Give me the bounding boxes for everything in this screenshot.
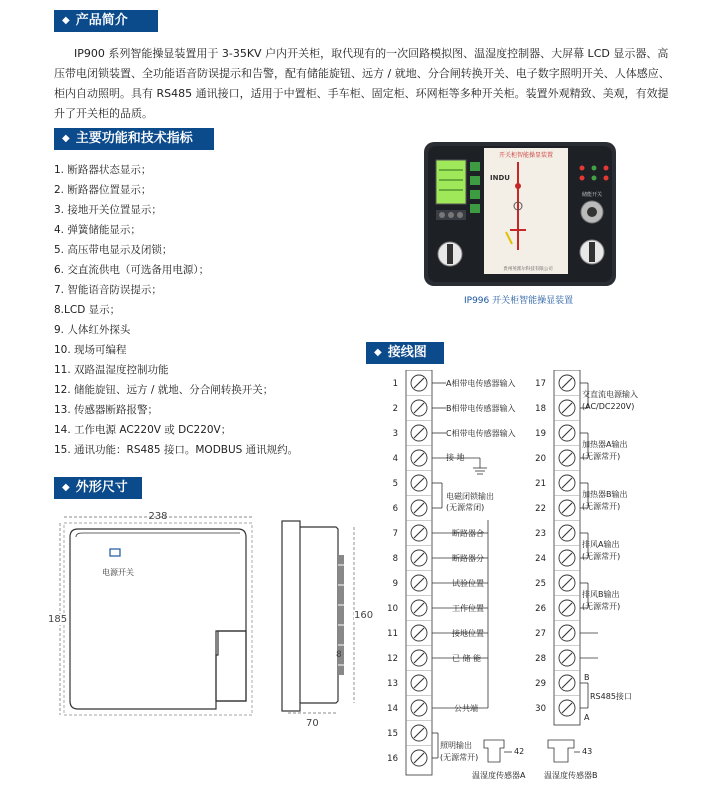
section-title: 主要功能和技术指标 — [75, 131, 193, 146]
diamond-icon: ◆ — [62, 15, 70, 26]
terminal-number: 29 — [535, 679, 546, 689]
diamond-icon: ◆ — [62, 482, 70, 493]
terminal-number: 10 — [387, 604, 398, 614]
label-t1: A相带电传感器输入 — [446, 379, 516, 388]
label-t4: 接 地 — [446, 453, 465, 462]
terminal-number: 22 — [535, 504, 546, 514]
label-t7: 断路器合 — [452, 529, 484, 538]
list-item: 5. 高压带电显示及闭锁； — [54, 244, 173, 256]
terminal-number: 9 — [392, 579, 398, 589]
terminal-number: 20 — [535, 454, 546, 464]
terminal-number: 8 — [392, 554, 398, 564]
dimension-small: 8 — [336, 650, 342, 660]
label-rs-b: B — [584, 673, 590, 682]
terminal-number: 18 — [535, 404, 546, 414]
label-t9: 试验位置 — [452, 579, 484, 588]
terminal-number: 5 — [392, 479, 398, 489]
label-t56b: (无源常闭) — [446, 503, 485, 512]
list-item: 6. 交直流供电（可选备用电源）； — [54, 264, 210, 276]
power-switch-icon — [110, 549, 120, 556]
lcd-screen — [436, 160, 466, 204]
terminal-number: 28 — [535, 654, 546, 664]
terminal-number: 14 — [387, 704, 398, 714]
sensor-a-number: 42 — [514, 747, 525, 756]
label-ac-b: (AC/DC220V) — [582, 402, 635, 411]
label-t11: 接地位置 — [452, 629, 484, 638]
wiring-diagram — [376, 370, 701, 788]
product-caption: IP996 开关柜智能操显装置 — [464, 296, 574, 306]
terminal-number: 19 — [535, 429, 546, 439]
terminal-number: 3 — [392, 429, 398, 439]
terminal-number: 16 — [387, 754, 398, 764]
terminal-number: 13 — [387, 679, 398, 689]
section-header-intro — [54, 10, 158, 32]
list-item: 9. 人体红外探头 — [54, 324, 131, 336]
terminal-number: 21 — [535, 479, 546, 489]
product-photo — [422, 140, 618, 288]
list-item: 3. 接地开关位置显示； — [54, 204, 162, 216]
terminal-number: 7 — [392, 529, 398, 539]
label-heatB-b: (无源常开) — [582, 502, 621, 511]
sensor-b-number: 43 — [582, 747, 593, 756]
dimension-height: 185 — [48, 614, 68, 625]
label-fanB-b: (无源常开) — [582, 602, 621, 611]
intro-paragraph: IP900 系列智能操显装置用于 3-35KV 户内开关柜，取代现有的一次回路模拟图、温湿度控制器、大屏幕 LCD 显示器、高压带电闭锁装置、全功能语音防误提示和告警，配有储能旋钮、远方 / 就地、分合闸转换开关、电子数字照明开关、人体感应、柜内自动照明。具有 RS485 通讯接口，适用于中置柜、手车柜、固定柜、环网柜等多种开关柜。装置外观精致、美观，有效提升了开关柜的品质。 — [54, 47, 670, 120]
label-t1516a: 照明输出 — [440, 741, 472, 750]
terminal-number: 27 — [535, 629, 546, 639]
label-fanB-a: 排风B输出 — [582, 590, 620, 599]
front-view-drawing — [50, 505, 270, 720]
label-fanA-b: (无源常开) — [582, 552, 621, 561]
dimension-depth: 70 — [306, 718, 319, 729]
terminal-number: 15 — [387, 729, 398, 739]
right-terminal-block — [554, 370, 580, 725]
list-item: 14. 工作电源 AC220V 或 DC220V； — [54, 424, 232, 436]
terminal-number: 2 — [392, 404, 398, 414]
section-header-features — [54, 128, 214, 150]
list-item: 11. 双路温湿度控制功能 — [54, 364, 169, 376]
list-item: 8.LCD 显示； — [54, 304, 121, 316]
section-title: 外形尺寸 — [75, 480, 128, 495]
list-item: 4. 弹簧储能显示； — [54, 224, 141, 236]
dimension-side-height: 160 — [354, 610, 374, 621]
feature-list — [54, 160, 374, 460]
section-title: 产品简介 — [75, 13, 128, 28]
label-rs485: RS485接口 — [590, 692, 632, 701]
label-heatA-b: (无源常开) — [582, 452, 621, 461]
label-fanA-a: 排风A输出 — [582, 540, 620, 549]
label-t14: 公共端 — [454, 704, 478, 713]
terminal-number: 24 — [535, 554, 546, 564]
brand-logo: INDU — [490, 174, 510, 182]
label-t2: B相带电传感器输入 — [446, 404, 516, 413]
section-header-dimensions — [54, 477, 142, 499]
terminal-number: 11 — [387, 629, 398, 639]
section-title: 接线图 — [387, 345, 427, 360]
power-switch-label: 电源开关 — [102, 568, 134, 577]
dimension-width: 238 — [148, 511, 168, 522]
terminal-number: 6 — [392, 504, 398, 514]
list-item: 1. 断路器状态显示； — [54, 164, 152, 176]
list-item: 7. 智能语音防误提示； — [54, 284, 162, 296]
diamond-icon: ◆ — [62, 133, 70, 144]
list-item: 2. 断路器位置显示； — [54, 184, 152, 196]
label-t3: C相带电传感器输入 — [446, 429, 516, 438]
label-t12: 已 储 能 — [452, 654, 482, 663]
list-item: 12. 储能旋钮、远方 / 就地、分合闸转换开关； — [54, 384, 274, 396]
terminal-number: 4 — [392, 454, 398, 464]
label-rs-a: A — [584, 713, 590, 722]
terminal-number: 12 — [387, 654, 398, 664]
terminal-number: 1 — [392, 379, 398, 389]
terminal-number: 25 — [535, 579, 546, 589]
sensor-a-label: 温湿度传感器A — [472, 771, 526, 780]
label-t56a: 电磁闭锁输出 — [446, 492, 494, 501]
label-ac-a: 交直流电源输入 — [582, 390, 638, 399]
list-item: 13. 传感器断路报警； — [54, 404, 159, 416]
terminal-number: 26 — [535, 604, 546, 614]
panel-footer: 贵州英派尔科技有限公司 — [503, 267, 553, 272]
terminal-number: 23 — [535, 529, 546, 539]
label-t10: 工作位置 — [452, 604, 484, 613]
label-heatB-a: 加热器B输出 — [582, 490, 628, 499]
panel-title: 开关柜智能操显装置 — [498, 152, 554, 159]
list-item: 10. 现场可编程 — [54, 344, 127, 356]
terminal-number: 30 — [535, 704, 546, 714]
section-header-wiring — [366, 342, 444, 364]
list-item: 15. 通讯功能：RS485 接口。MODBUS 通讯规约。 — [54, 444, 299, 456]
label-heatA-a: 加热器A输出 — [582, 440, 628, 449]
label-t1516b: (无源常开) — [440, 753, 479, 762]
diamond-icon: ◆ — [374, 347, 382, 358]
sensor-b-label: 温湿度传感器B — [544, 771, 598, 780]
terminal-number: 17 — [535, 379, 546, 389]
label-t8: 断路器分 — [452, 554, 484, 563]
panel-store-label: 储能开关 — [581, 192, 603, 198]
